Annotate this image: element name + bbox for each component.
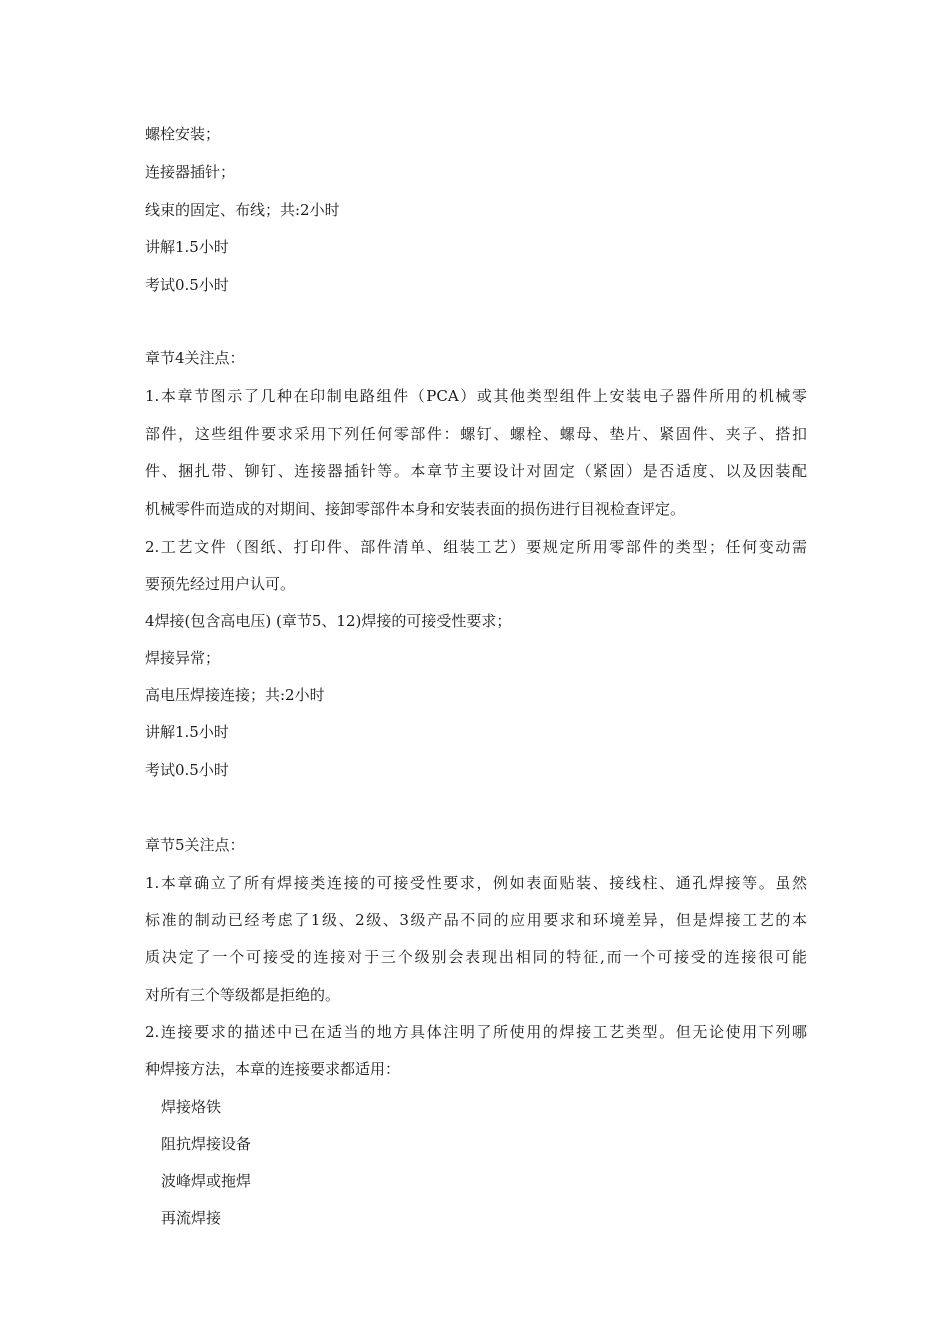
text-line: 连接器插针； — [145, 163, 236, 181]
list-item: 波峰焊或拖焊 — [161, 1172, 252, 1190]
text-line: 高电压焊接连接；共:2小时 — [145, 686, 325, 704]
paragraph-line: 1.本章确立了所有焊接类连接的可接受性要求，例如表面贴装、接线柱、通孔焊接等。虽然 — [145, 874, 807, 892]
text-line: 考试0.5小时 — [145, 761, 229, 779]
paragraph-line: 质决定了一个可接受的连接对于三个级别会表现出相同的特征,而一个可接受的连接很可能 — [145, 948, 807, 966]
text-line: 讲解1.5小时 — [145, 723, 229, 741]
paragraph-line: 2.工艺文件（图纸、打印件、部件清单、组装工艺）要规定所用零部件的类型；任何变动需 — [145, 538, 807, 556]
paragraph-line: 对所有三个等级都是拒绝的。 — [145, 986, 341, 1004]
paragraph-line: 件、捆扎带、铆钉、连接器插针等。本章节主要设计对固定（紧固）是否适度、以及因装配 — [145, 462, 807, 480]
item-title: 4焊接(包含高电压) (章节5、12)焊接的可接受性要求； — [145, 612, 512, 630]
paragraph-line: 1.本章节图示了几种在印制电路组件（PCA）或其他类型组件上安装电子器件所用的机械零 — [145, 387, 807, 405]
paragraph-line: 部件，这些组件要求采用下列任何零部件：螺钉、螺栓、螺母、垫片、紧固件、夹子、搭扣 — [145, 425, 807, 443]
section-heading: 章节4关注点： — [145, 349, 245, 367]
text-line: 线束的固定、布线；共:2小时 — [145, 201, 340, 219]
paragraph-line: 2.连接要求的描述中已在适当的地方具体注明了所使用的焊接工艺类型。但无论使用下列哪 — [145, 1023, 807, 1041]
paragraph-line: 种焊接方法，本章的连接要求都适用： — [145, 1060, 401, 1078]
text-line: 考试0.5小时 — [145, 276, 229, 294]
text-line: 讲解1.5小时 — [145, 238, 229, 256]
text-line: 螺栓安装； — [145, 125, 221, 143]
list-item: 焊接烙铁 — [161, 1098, 222, 1116]
section-heading: 章节5关注点： — [145, 836, 245, 854]
paragraph-line: 机械零件而造成的对期间、接卸零部件本身和安装表面的损伤进行目视检查评定。 — [145, 500, 686, 518]
paragraph-line: 标准的制动已经考虑了1级、2级、3级产品不同的应用要求和环境差异，但是焊接工艺的本 — [145, 911, 807, 929]
paragraph-line: 要预先经过用户认可。 — [145, 575, 296, 593]
text-line: 焊接异常； — [145, 649, 221, 667]
list-item: 阻抗焊接设备 — [161, 1135, 252, 1153]
list-item: 再流焊接 — [161, 1209, 222, 1227]
